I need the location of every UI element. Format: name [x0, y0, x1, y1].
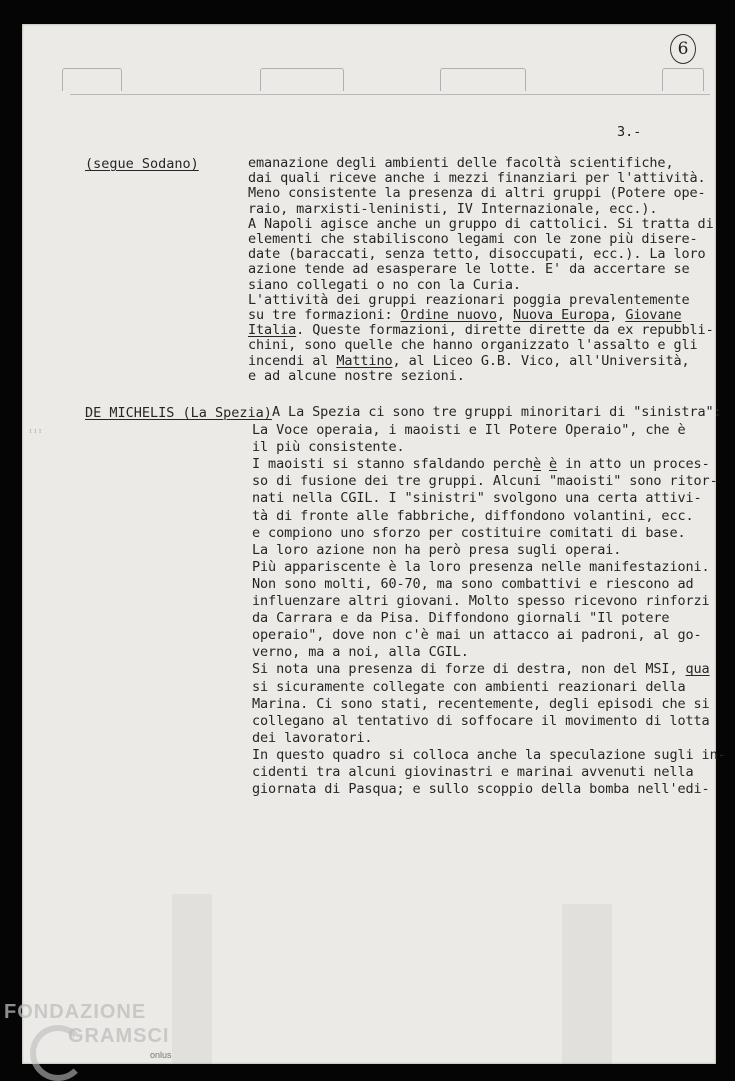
speaker-label: (segue Sodano): [85, 156, 199, 172]
text-line: elementi che stabiliscono legami con le zone più disere-: [248, 231, 698, 247]
text-line: si sicuramente collegate con ambienti reazionari della: [252, 678, 686, 695]
text-line: Italia. Queste formazioni, dirette dirette da ex repubbli-: [248, 322, 714, 339]
text-line: raio, marxisti-leninisti, IV Internazionale, ecc.).: [248, 200, 658, 217]
text-line: Più appariscente è la loro presenza nelle manifestazioni.: [252, 558, 710, 575]
margin-mark: ᴵᴵᴵ: [28, 428, 43, 437]
watermark-logo: FONDAZIONE GRAMSCI: [4, 1001, 170, 1047]
text-line: emanazione degli ambienti delle facoltà scientifiche,: [248, 155, 674, 171]
text-line: e compiono uno sforzo per costituire comitati di base.: [252, 524, 686, 541]
text-line: A Napoli agisce anche un gruppo di cattolici. Si tratta di: [248, 215, 714, 232]
text-line: L'attività dei gruppi reazionari poggia prevalentemente: [248, 291, 690, 308]
text-line: dei lavoratori.: [252, 729, 373, 746]
text-line: azione tende ad esasperare le lotte. E' da accertare se: [248, 261, 690, 278]
text-line: La loro azione non ha però presa sugli operai.: [252, 541, 622, 558]
text-line: date (baraccati, senza tetto, disoccupati, ecc.). La loro: [248, 246, 706, 263]
text-line: da Carrara e da Pisa. Diffondono giornali "Il potere: [252, 610, 670, 627]
text-line: cidenti tra alcuni giovinastri e marinai avvenuti nella: [252, 764, 694, 780]
perforation-line: [70, 94, 710, 95]
text-line: giornata di Pasqua; e sullo scoppio della bomba nell'edi-: [252, 781, 710, 798]
text-line: chini, sono quelle che hanno organizzato l'assalto e gli: [248, 337, 698, 354]
text-line: e ad alcune nostre sezioni.: [248, 367, 465, 384]
text-line: Meno consistente la presenza di altri gruppi (Potere ope-: [248, 185, 706, 202]
text-line: nati nella CGIL. I "sinistri" svolgono una certa attivi-: [252, 490, 702, 507]
text-line: A La Spezia ci sono tre gruppi minoritari di "sinistra":: [272, 404, 722, 420]
text-line: su tre formazioni: Ordine nuovo, Nuova Europa, Giovane: [248, 307, 682, 323]
perforation-mark: [662, 68, 704, 91]
scan-stripe: [562, 904, 612, 1064]
text-line: siano collegati o no con la Curia.: [248, 276, 521, 293]
text-line: il più consistente.: [252, 439, 405, 456]
text-line: La Voce operaia, i maoisti e Il Potere Operaio", che è: [252, 422, 686, 438]
text-line: dai quali riceve anche i mezzi finanziari per l'attività.: [248, 170, 706, 187]
watermark-onlus: onlus: [150, 1050, 172, 1060]
watermark-g-mark: [30, 1025, 86, 1081]
text-line: collegano al tentativo di soffocare il movimento di lotta: [252, 712, 710, 729]
speaker-label: DE MICHELIS (La Spezia): [85, 405, 272, 421]
perforation-mark: [62, 68, 122, 91]
text-line: verno, ma a noi, alla CGIL.: [252, 644, 469, 661]
text-line: operaio", dove non c'è mai un attacco ai padroni, al go-: [252, 627, 702, 644]
perforation-mark: [260, 68, 344, 91]
text-line: I maoisti si stanno sfaldando perchè è in atto un proces-: [252, 456, 710, 473]
text-line: so di fusione dei tre gruppi. Alcuni "maoisti" sono ritor-: [252, 473, 718, 490]
text-line: In questo quadro si colloca anche la speculazione sugli in-: [252, 746, 726, 763]
text-line: Si nota una presenza di forze di destra, non del MSI, qua: [252, 661, 710, 678]
handwritten-page-number: 6: [670, 34, 696, 64]
text-line: incendi al Mattino, al Liceo G.B. Vico, all'Università,: [248, 352, 690, 369]
page-number: 3.-: [617, 124, 642, 140]
text-line: tà di fronte alle fabbriche, diffondono volantini, ecc.: [252, 507, 694, 524]
text-line: Marina. Ci sono stati, recentemente, degli episodi che si: [252, 695, 710, 712]
perforation-mark: [440, 68, 526, 91]
text-line: influenzare altri giovani. Molto spesso ricevono rinforzi: [252, 593, 710, 609]
text-line: Non sono molti, 60-70, ma sono combattivi e riescono ad: [252, 575, 694, 592]
scan-stripe: [172, 894, 212, 1064]
